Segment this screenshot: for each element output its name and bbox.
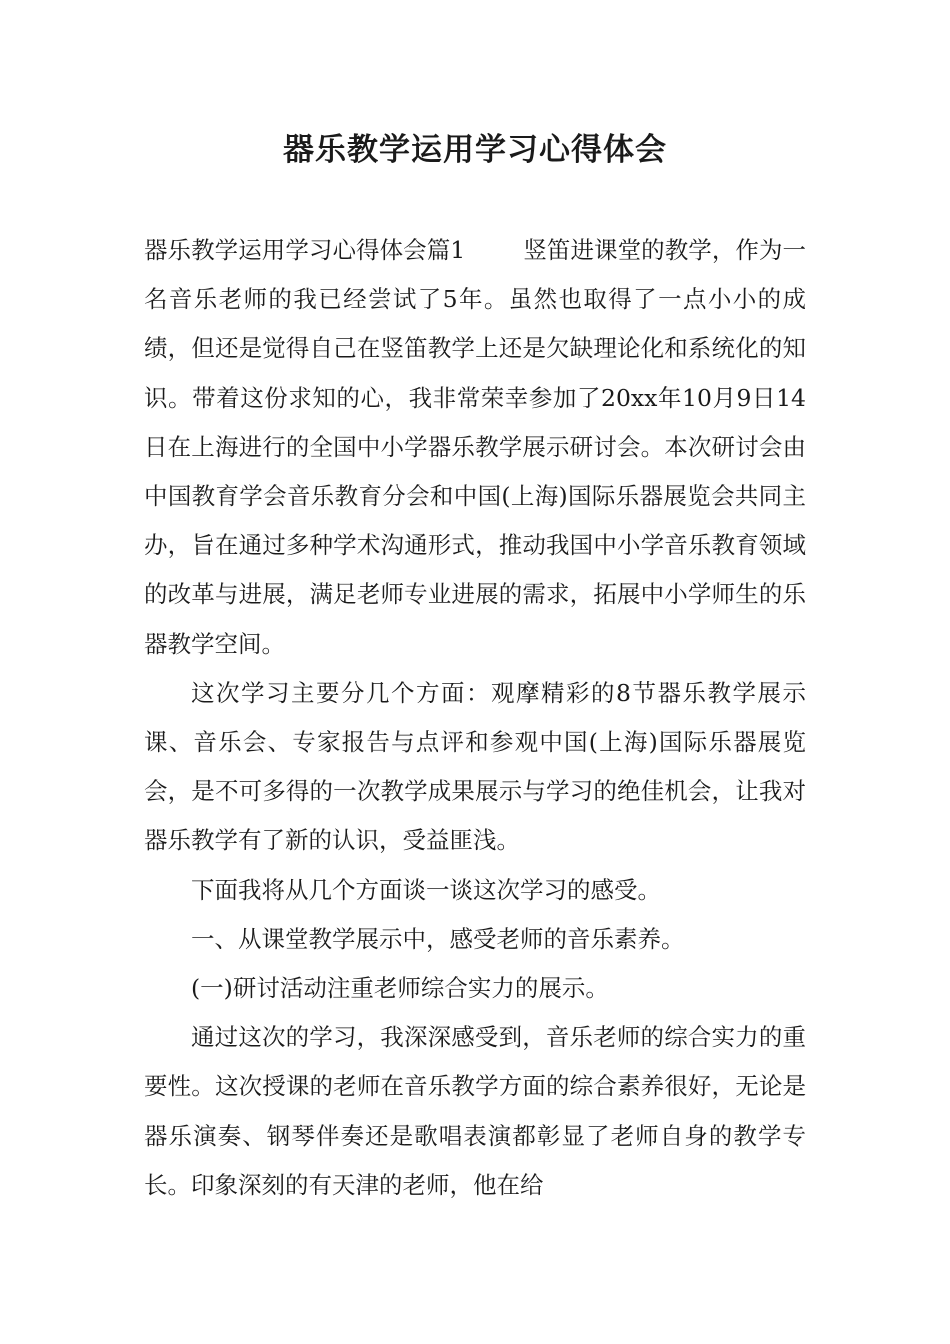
paragraph-3: 下面我将从几个方面谈一谈这次学习的感受。 [191,875,661,904]
paragraph-4: 一、从课堂教学展示中，感受老师的音乐素养。 [191,924,685,953]
document-body [144,226,806,1210]
paragraph-1 [144,226,806,669]
paragraph-2: 这次学习主要分几个方面：观摩精彩的8节器乐教学展示课、音乐会、专家报告与点评和参观中国(上海)国际乐器展览会，是不可多得的一次教学成果展示与学习的绝佳机会，让我对器乐教学有了新的认识，受益匪浅。 [144,678,806,855]
document-title: 器乐教学运用学习心得体会 [283,132,667,168]
paragraph-6: 通过这次的学习，我深深感受到，音乐老师的综合实力的重要性。这次授课的老师在音乐教学方面的综合素养很好，无论是器乐演奏、钢琴伴奏还是歌唱表演都彰显了老师自身的教学专长。印象深刻的有天津的老师，他在给 [144,1023,806,1199]
inline-heading: 器乐教学运用学习心得体会篇1 [144,236,466,264]
paragraph-1-text: 竖笛进课堂的教学，作为一名音乐老师的我已经尝试了5年。虽然也取得了一点小小的成绩，但还是觉得自己在竖笛教学上还是欠缺理论化和系统化的知识。带着这份求知的心，我非常荣幸参加了20xx年10月9日14日在上海进行的全国中小学器乐教学展示研讨会。本次研讨会由中国教育学会音乐教育分会和中国(上海)国际乐器展览会共同主办，旨在通过多种学术沟通形式，推动我国中小学音乐教育领域的改革与进展，满足老师专业进展的需求，拓展中小学师生的乐器教学空间。 [144,236,807,658]
paragraph-5: (一)研讨活动注重老师综合实力的展示。 [191,974,609,1003]
